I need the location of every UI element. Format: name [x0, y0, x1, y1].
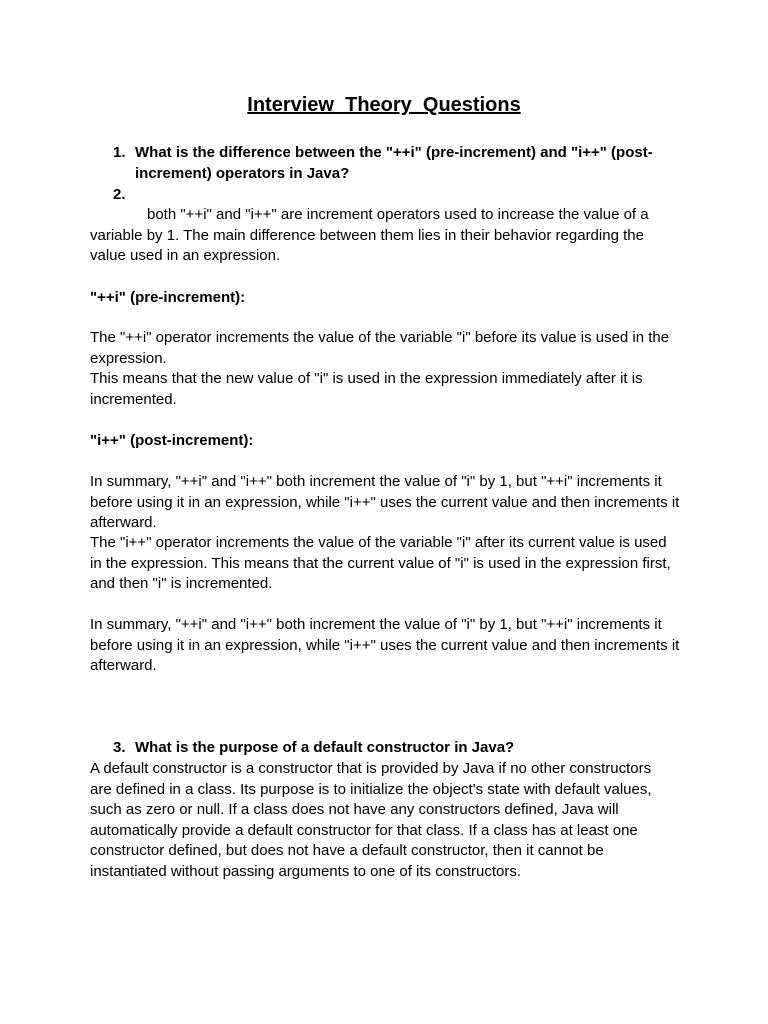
post-increment-paragraph: The "i++" operator increments the value of the variable "i" after its current value is used in the expression. This means that the current value of "i" is used in the expression first, and then "i" is incremented. — [90, 534, 671, 592]
question-3-number: 3. — [113, 739, 126, 756]
answer-3-paragraph: A default constructor is a constructor that is provided by Java if no other constructors are defined in a class. Its purpose is to initialize the object's state with default values, such as zero or null. If a class does not have any constructors defined, Java will automatically provide a default constructor for that class. If a class has at least one constructor defined, but does not have a default constructor, then it cannot be instantiated without passing arguments to one of its constructors. — [90, 760, 652, 880]
pre-increment-heading: "++i" (pre-increment): — [90, 289, 246, 306]
pre-increment-paragraph-2: This means that the new value of "i" is used in the expression immediately after it is incremented. — [90, 370, 643, 408]
question-2-number: 2. — [113, 186, 126, 203]
answer-1-intro: both "++i" and "i++" are increment operators used to increase the value of a variable by 1. The main difference between them lies in their behavior regarding the value used in an expression. — [90, 206, 649, 264]
question-1 — [113, 143, 673, 185]
pre-increment-paragraph-1: The "++i" operator increments the value of the variable "i" before its value is used in the expression. — [90, 329, 670, 367]
question-3-text: What is the purpose of a default constructor in Java? — [135, 739, 515, 756]
question-3 — [113, 738, 673, 759]
post-increment-heading: "i++" (post-increment): — [90, 432, 254, 449]
summary-paragraph-1: In summary, "++i" and "i++" both increment the value of "i" by 1, but "++i" increments it before using it in an expression, while "i++" uses the current value and then increments it afterward. — [90, 473, 680, 531]
page-title: Interview_Theory_Questions — [247, 94, 521, 116]
question-1-number: 1. — [113, 144, 126, 161]
summary-paragraph-2: In summary, "++i" and "i++" both increment the value of "i" by 1, but "++i" increments it before using it in an expression, while "i++" uses the current value and then increments it afterward. — [90, 616, 680, 674]
question-1-text: What is the difference between the "++i" (pre-increment) and "i++" (post-increment) operators in Java? — [135, 144, 653, 182]
question-2 — [113, 185, 153, 206]
